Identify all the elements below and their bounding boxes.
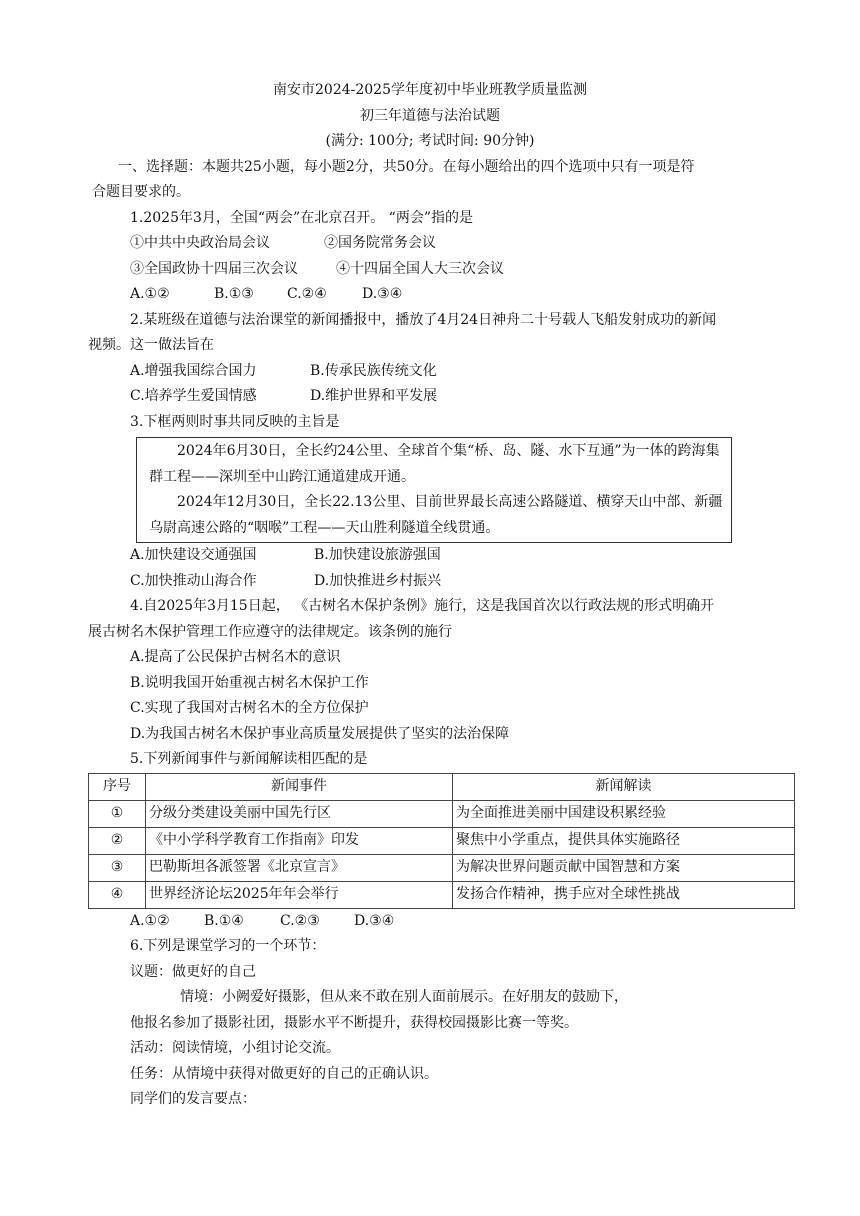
- q3-options-row1: [0, 543, 860, 569]
- q2-options-row2: [0, 384, 860, 410]
- q3-option-c: C.加快推动山海合作: [130, 572, 257, 589]
- table-cell-event: 《中小学科学教育工作指南》印发: [146, 827, 453, 854]
- table-cell-event: 分级分类建设美丽中国先行区: [146, 800, 453, 827]
- q1-items-row1: [0, 231, 860, 257]
- q2-options-row1: [0, 359, 860, 385]
- exam-page: [0, 78, 860, 1113]
- q5-option-b: B.①④: [204, 912, 244, 929]
- q1-option-d: D.③④: [362, 286, 403, 302]
- table-cell-interpretation: 发扬合作精神，携手应对全球性挑战: [453, 881, 795, 908]
- q3-stem: 3.下框两则时事共同反映的主旨是: [130, 413, 340, 430]
- q5-option-d: D.③④: [354, 912, 395, 929]
- section-intro-line2: 合题目要求的。: [92, 184, 190, 200]
- q5-news-table: [88, 773, 795, 909]
- q4-option-d: D.为我国古树名木保护事业高质量发展提供了坚实的法治保障: [130, 725, 510, 742]
- table-cell-number: ③: [89, 854, 146, 881]
- q1-option-a: A.①②: [130, 286, 170, 302]
- q6-task: 任务：从情境中获得对做更好的自己的正确认识。: [130, 1065, 438, 1082]
- q1-options: [0, 282, 860, 308]
- q3-option-a: A.加快建设交通强国: [130, 547, 257, 563]
- q1-stem: 1.2025年3月，全国“两会”在北京召开。 “两会”指的是: [130, 209, 473, 226]
- q3-option-d: D.加快推进乡村振兴: [314, 572, 442, 589]
- q5-stem: 5.下列新闻事件与新闻解读相匹配的是: [130, 751, 368, 767]
- table-cell-number: ②: [89, 827, 146, 854]
- table-header-event: 新闻事件: [146, 773, 453, 800]
- q1-option-c: C.②④: [287, 286, 327, 302]
- q6-points: 同学们的发言要点：: [130, 1091, 256, 1107]
- q2-stem-line2: 视频。这一做法旨在: [88, 337, 214, 353]
- q1-items-row2: [0, 257, 860, 283]
- q2-stem-line1: 2.某班级在道德与法治课堂的新闻播报中，播放了4月24日神舟二十号载人飞船发射成功的新闻: [130, 311, 717, 328]
- table-cell-interpretation: 为解决世界问题贡献中国智慧和方案: [453, 854, 795, 881]
- q1-item-1: ①中共中央政治局会议: [130, 235, 270, 251]
- q5-options: [0, 909, 860, 935]
- q2-option-d: D.维护世界和平发展: [310, 388, 438, 404]
- table-row: [89, 854, 795, 881]
- q4-option-b: B.说明我国开始重视古树名木保护工作: [130, 674, 369, 691]
- table-cell-number: ④: [89, 881, 146, 908]
- exam-note: (满分: 100分; 考试时间: 90分钟): [325, 133, 535, 149]
- table-header-interpretation: 新闻解读: [453, 773, 795, 800]
- table-header-number: 序号: [89, 773, 146, 800]
- q2-option-a: A.增强我国综合国力: [130, 362, 257, 379]
- q6-topic: 议题：做更好的自己: [130, 963, 256, 980]
- table-cell-interpretation: 聚焦中小学重点，提供具体实施路径: [453, 827, 795, 854]
- q4-option-a: A.提高了公民保护古树名木的意识: [130, 649, 341, 665]
- q4-stem-line2: 展古树名木保护管理工作应遵守的法律规定。该条例的施行: [88, 623, 452, 640]
- q2-option-b: B.传承民族传统文化: [310, 362, 437, 379]
- q1-item-4: ④十四届全国人大三次会议: [336, 260, 504, 277]
- table-cell-number: ①: [89, 800, 146, 827]
- table-row: [89, 800, 795, 827]
- q6-scenario-line2: 他报名参加了摄影社团，摄影水平不断提升，获得校园摄影比赛一等奖。: [130, 1014, 578, 1031]
- q1-item-2: ②国务院常务会议: [324, 235, 436, 251]
- q3-option-b: B.加快建设旅游强国: [314, 547, 441, 563]
- exam-subtitle: 初三年道德与法治试题: [360, 107, 500, 124]
- exam-title: 南安市2024-2025学年度初中毕业班教学质量监测: [273, 82, 587, 98]
- section-intro-line1: 一、选择题：本题共25小题，每小题2分，共50分。在每小题给出的四个选项中只有一项是符: [118, 158, 695, 175]
- q2-option-c: C.培养学生爱国情感: [130, 388, 257, 404]
- q3-material-box: [136, 437, 732, 543]
- q4-option-c: C.实现了我国对古树名木的全方位保护: [130, 700, 369, 716]
- q1-option-b: B.①③: [214, 286, 254, 302]
- table-header-row: [89, 773, 795, 800]
- q5-option-a: A.①②: [130, 912, 170, 929]
- table-row: [89, 881, 795, 908]
- q3-material-1: 2024年6月30日，全长约24公里、全球首个集“桥、岛、隧、水下互通”为一体的跨海集群工程——深圳至中山跨江通道建成开通。: [149, 443, 720, 485]
- q6-scenario-line1: 情境：小阙爱好摄影，但从来不敢在别人面前展示。在好朋友的鼓励下，: [180, 989, 628, 1005]
- q5-option-c: C.②③: [280, 912, 320, 929]
- table-cell-event: 世界经济论坛2025年年会举行: [146, 881, 453, 908]
- table-cell-event: 巴勒斯坦各派签署《北京宣言》: [146, 854, 453, 881]
- table-cell-interpretation: 为全面推进美丽中国建设积累经验: [453, 800, 795, 827]
- q3-options-row2: [0, 569, 860, 595]
- q3-material-2: 2024年12月30日，全长22.13公里、目前世界最长高速公路隧道、横穿天山中部、新疆乌尉高速公路的“咽喉”工程——天山胜利隧道全线贯通。: [149, 494, 723, 536]
- q6-stem: 6.下列是课堂学习的一个环节：: [130, 938, 326, 954]
- table-row: [89, 827, 795, 854]
- q6-activity: 活动：阅读情境，小组讨论交流。: [130, 1040, 340, 1056]
- q1-item-3: ③全国政协十四届三次会议: [130, 260, 298, 277]
- q4-stem-line1: 4.自2025年3月15日起， 《古树名木保护条例》施行，这是我国首次以行政法规的形式明确开: [130, 598, 715, 614]
